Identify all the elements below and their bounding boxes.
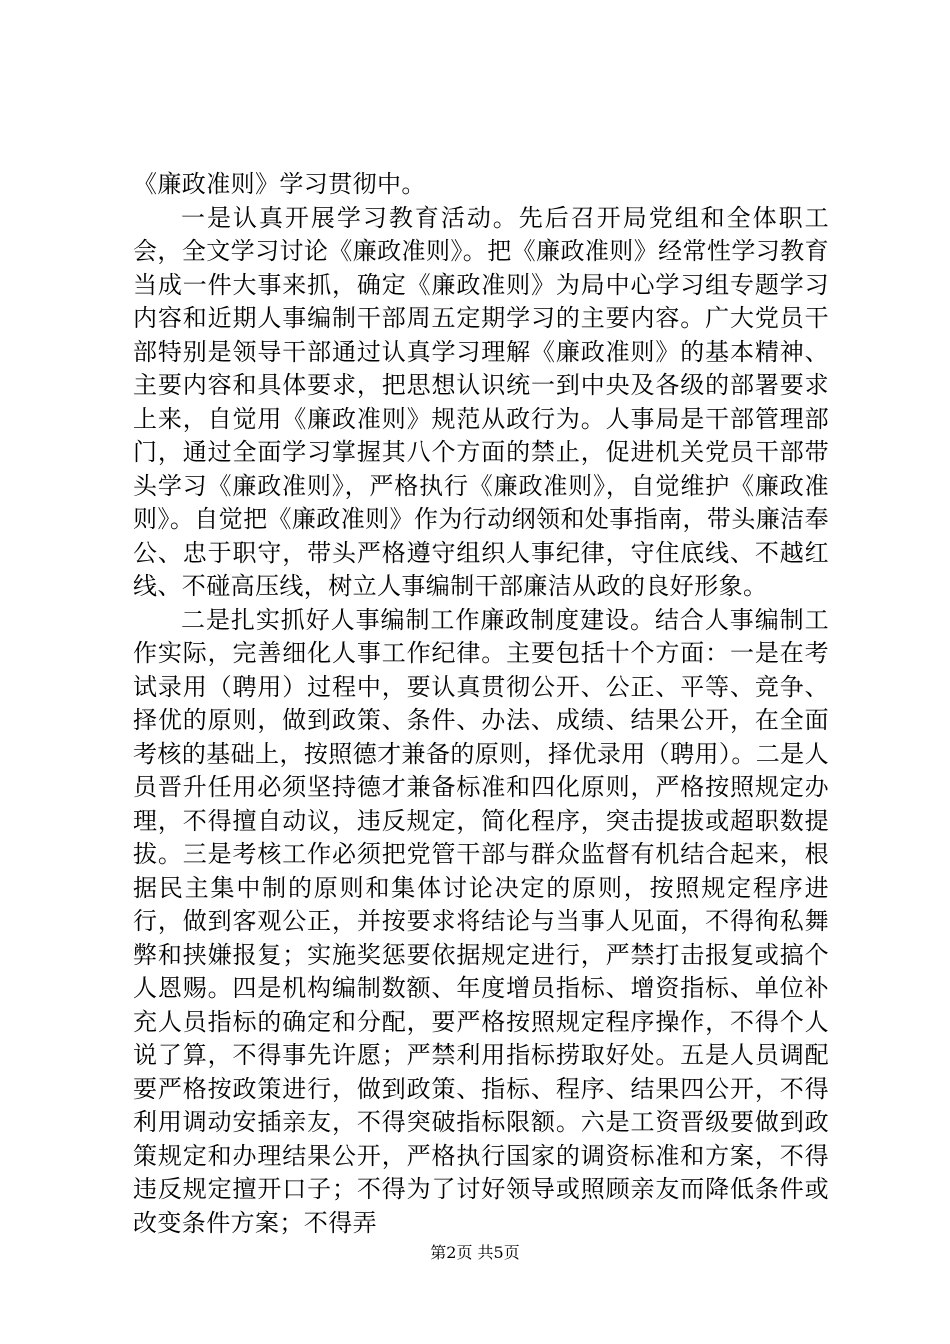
document-body — [133, 168, 829, 1240]
paragraph-study-education: 一是认真开展学习教育活动。先后召开局党组和全体职工会，全文学习讨论《廉政准则》。把《廉政准则》经常性学习教育当成一件大事来抓，确定《廉政准则》为局中心学习组专题学习内容和近期人事编制干部周五定期学习的主要内容。广大党员干部特别是领导干部通过认真学习理解《廉政准则》的基本精神、主要内容和具体要求，把思想认识统一到中央及各级的部署要求上来，自觉用《廉政准则》规范从政行为。人事局是干部管理部门，通过全面学习掌握其八个方面的禁止，促进机关党员干部带头学习《廉政准则》，严格执行《廉政准则》，自觉维护《廉政准则》。自觉把《廉政准则》作为行动纲领和处事指南，带头廉洁奉公、忠于职守，带头严格遵守组织人事纪律，守住底线、不越红线、不碰高压线，树立人事编制干部廉洁从政的良好形象。 — [133, 203, 829, 600]
paragraph-system-building: 二是扎实抓好人事编制工作廉政制度建设。结合人事编制工作实际，完善细化人事工作纪律。主要包括十个方面：一是在考试录用（聘用）过程中，要认真贯彻公开、公正、平等、竞争、择优的原则，做到政策、条件、办法、成绩、结果公开，在全面考核的基础上，按照德才兼备的原则，择优录用（聘用）。二是人员晋升任用必须坚持德才兼备标准和四化原则，严格按照规定办理，不得擅自动议，违反规定，简化程序，突击提拔或超职数提拔。三是考核工作必须把党管干部与群众监督有机结合起来，根据民主集中制的原则和集体讨论决定的原则，按照规定程序进行，做到客观公正，并按要求将结论与当事人见面，不得徇私舞弊和挟嫌报复；实施奖惩要依据规定进行，严禁打击报复或搞个人恩赐。四是机构编制数额、年度增员指标、增资指标、单位补充人员指标的确定和分配，要严格按照规定程序操作，不得个人说了算，不得事先许愿；严禁利用指标捞取好处。五是人员调配要严格按政策进行，做到政策、指标、程序、结果四公开，不得利用调动安插亲友，不得突破指标限额。六是工资晋级要做到政策规定和办理结果公开，严格执行国家的调资标准和方案，不得违反规定擅开口子；不得为了讨好领导或照顾亲友而降低条件或改变条件方案；不得弄 — [133, 605, 829, 1237]
paragraph-continuation: 《廉政准则》学习贯彻中。 — [133, 170, 426, 198]
page-number-footer: 第2页 共5页 — [430, 1243, 520, 1262]
